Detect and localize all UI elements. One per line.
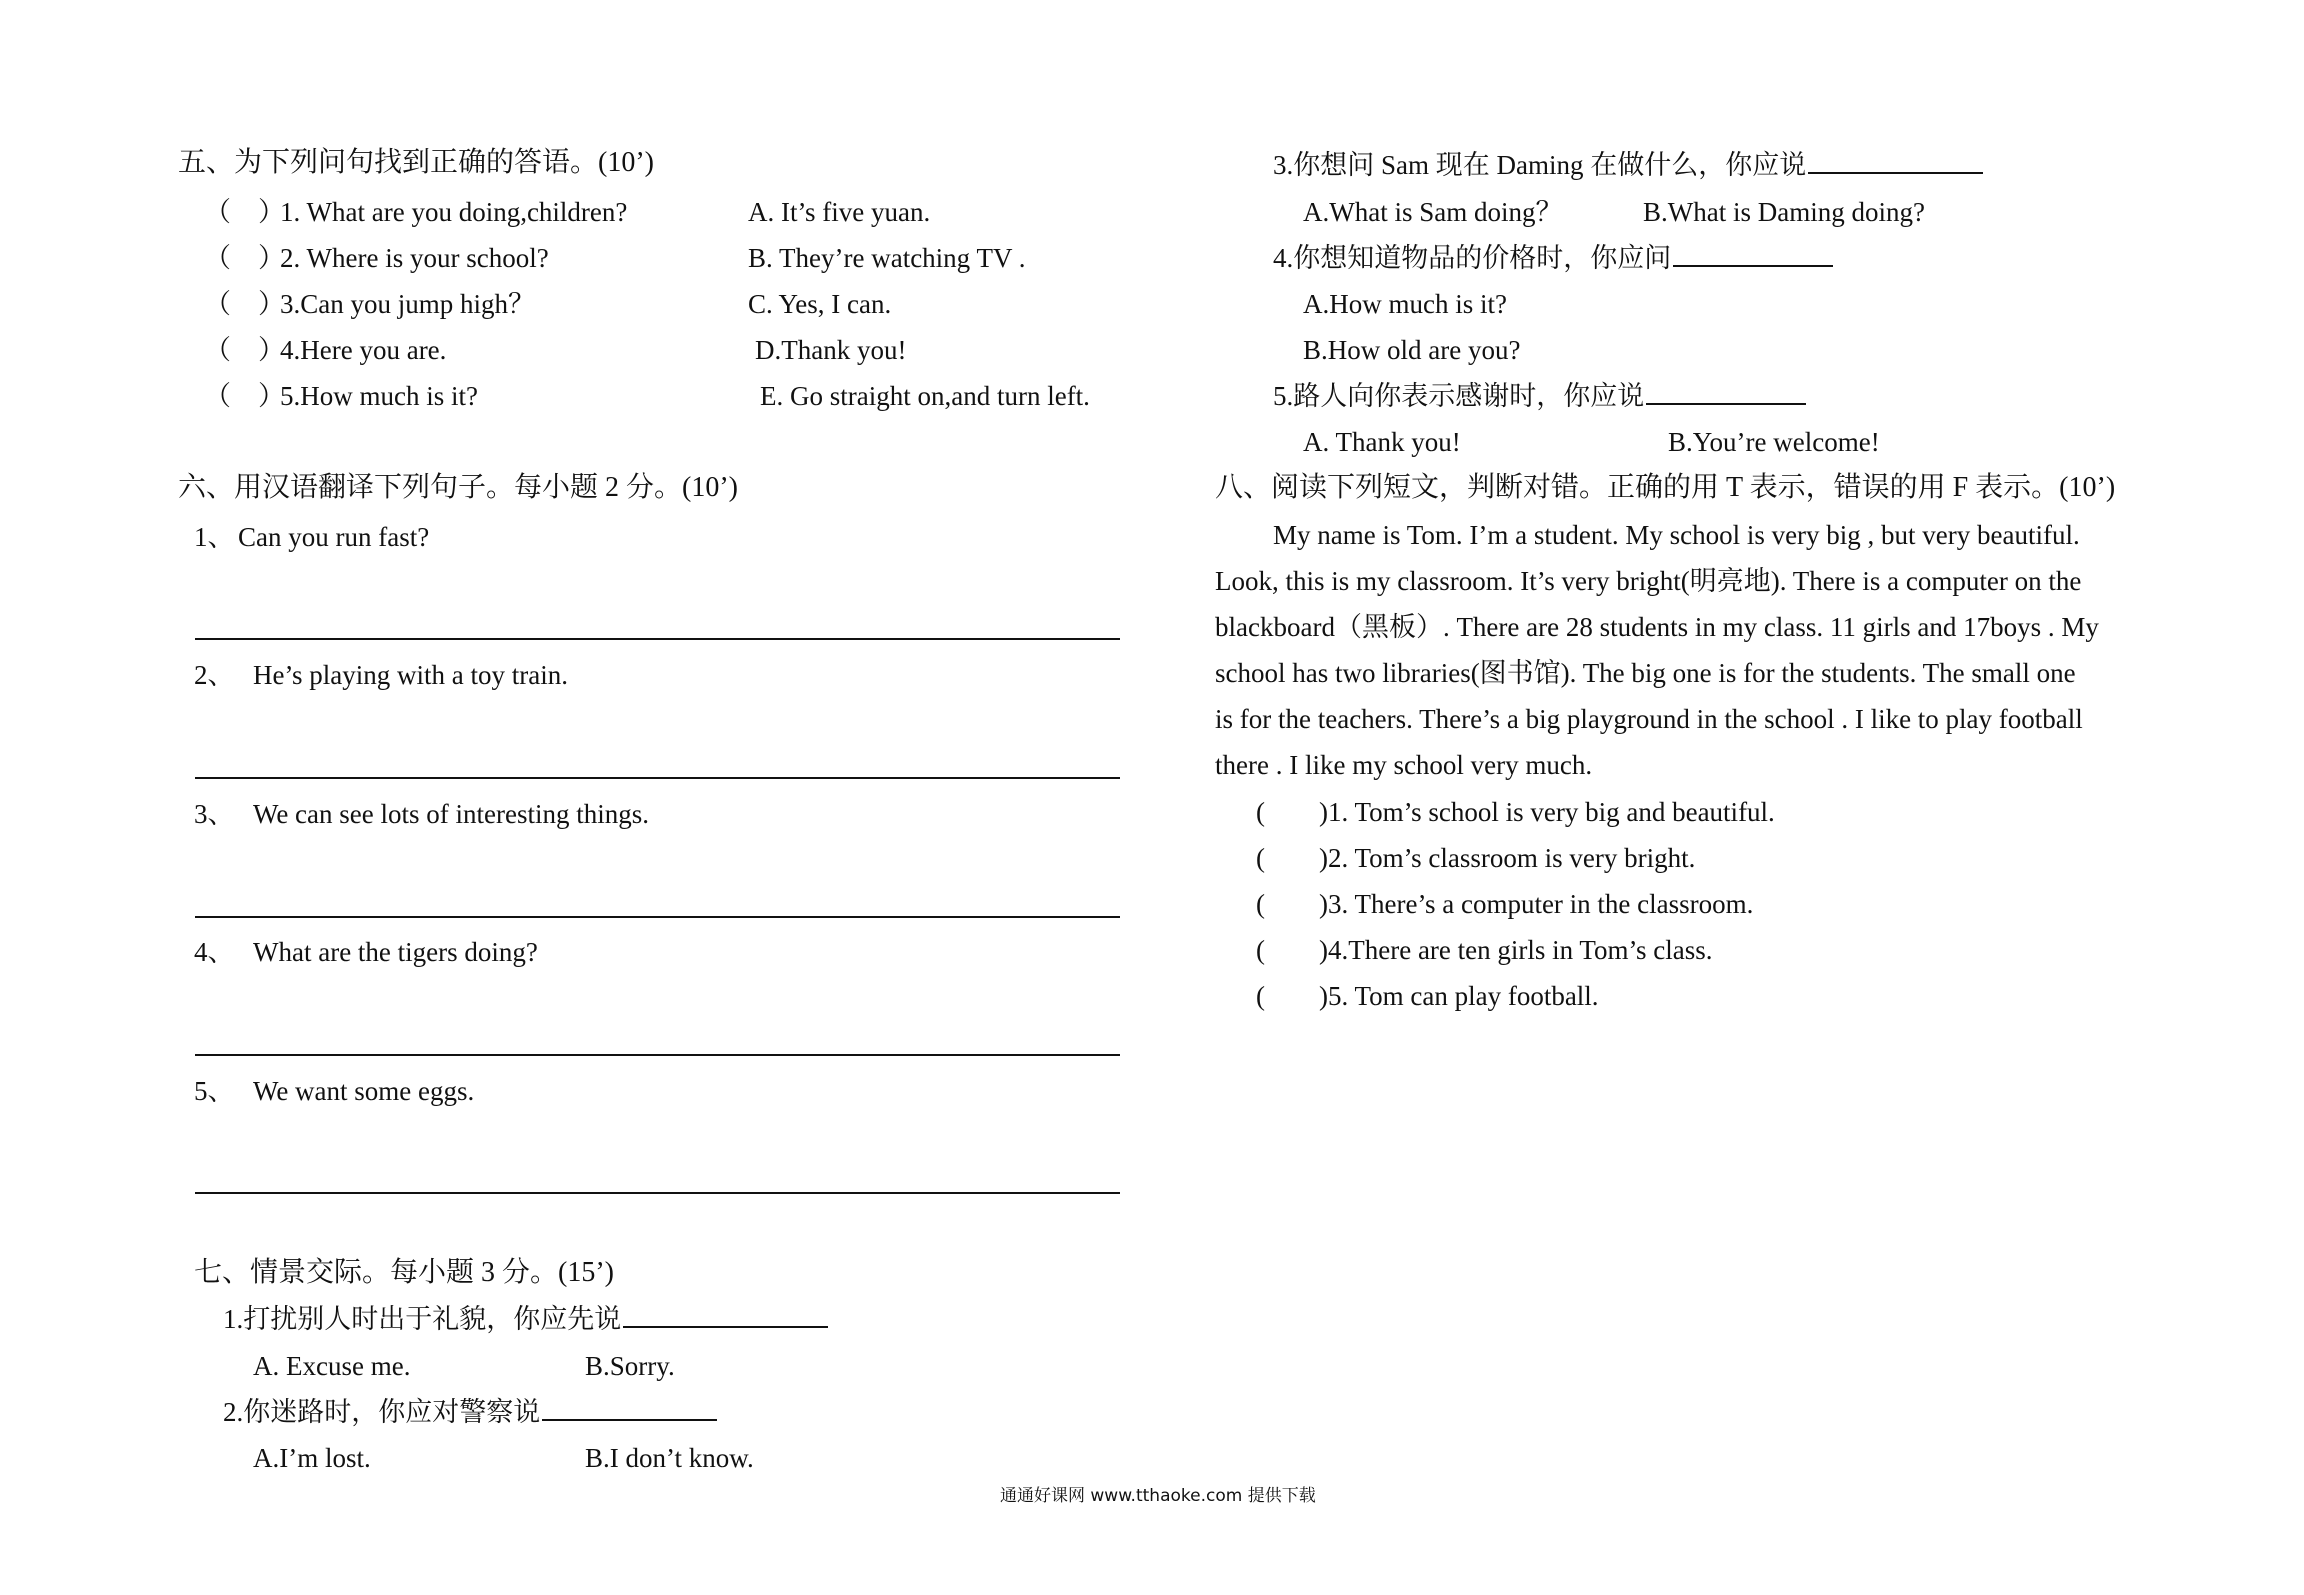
section8-title: 八、阅读下列短文，判断对错。正确的用 T 表示，错误的用 F 表示。(10’) [1215,472,2116,503]
section8-statement-5: 5. Tom can play football. [1328,981,1599,1011]
section7-q2-option-b: B.I don’t know. [585,1443,754,1473]
section5-question-5: 5.How much is it? [280,381,478,411]
section6-sentence-3: We can see lots of interesting things. [253,799,649,829]
passage-line-1: My name is Tom. I’m a student. My school is very big , but very beautiful. [1273,520,2080,550]
section5-question-2: 2. Where is your school? [280,243,549,273]
section7-q1-option-a: A. Excuse me. [253,1351,411,1381]
footer-credit: 通通好课网 www.tthaoke.com 提供下载 [1000,1486,1316,1506]
section7-q3-option-b: B.What is Daming doing? [1643,197,1925,227]
section6-num-2: 2、 [194,660,235,690]
section8-paren-1[interactable]: ( ) [1256,797,1328,827]
passage-line-2: Look, this is my classroom. It’s very bright(明亮地). There is a computer on the [1215,566,2082,596]
section6-sentence-4: What are the tigers doing? [253,937,538,967]
answer-line-4[interactable] [195,1054,1120,1056]
section8-passage [1215,512,2175,788]
section5-paren-3[interactable]: （ ） [204,289,285,319]
section7-q1 [223,1302,828,1336]
answer-line-3[interactable] [195,916,1120,918]
section7-q4-text: 4.你想知道物品的价格时，你应问 [1273,243,1672,273]
section6-num-4: 4、 [194,937,235,967]
section8-paren-5[interactable]: ( ) [1256,981,1328,1011]
section5-paren-4[interactable]: （ ） [204,335,285,365]
section7-q5-text: 5.路人向你表示感谢时，你应说 [1273,381,1645,411]
section6-sentence-1: Can you run fast? [238,522,430,552]
answer-line-1[interactable] [195,638,1120,640]
section7-q4-blank[interactable] [1673,241,1833,267]
section8-statement-2: 2. Tom’s classroom is very bright. [1328,843,1696,873]
section7-q3-text: 3.你想问 Sam 现在 Daming 在做什么，你应说 [1273,150,1807,180]
section7-q5-blank[interactable] [1646,379,1806,405]
section7-q4 [1273,241,1833,275]
section5-answer-a: A. It’s five yuan. [748,197,931,227]
section8-statement-1: 1. Tom’s school is very big and beautiful. [1328,797,1775,827]
passage-line-6: there . I like my school very much. [1215,750,1593,780]
passage-line-5: is for the teachers. There’s a big playground in the school . I like to play football [1215,704,2083,734]
section8-paren-2[interactable]: ( ) [1256,843,1328,873]
section7-q3-blank[interactable] [1808,148,1983,174]
section6-title: 六、用汉语翻译下列句子。每小题 2 分。(10’) [178,472,738,503]
section8-paren-3[interactable]: ( ) [1256,889,1328,919]
section8-statement-3: 3. There’s a computer in the classroom. [1328,889,1754,919]
section7-q5-option-a: A. Thank you! [1303,427,1461,457]
section7-title: 七、情景交际。每小题 3 分。(15’) [194,1257,614,1288]
section8-paren-4[interactable]: ( ) [1256,935,1328,965]
section6-sentence-5: We want some eggs. [253,1076,475,1106]
passage-line-3: blackboard（黑板）. There are 28 students in my class. 11 girls and 17boys . My [1215,612,2099,642]
section6-num-5: 5、 [194,1076,235,1106]
section7-q4-option-a: A.How much is it? [1303,289,1507,319]
section5-answer-e: E. Go straight on,and turn left. [760,381,1090,411]
section5-answer-d: D.Thank you! [755,335,907,365]
section5-question-1: 1. What are you doing,children? [280,197,628,227]
section7-q1-option-b: B.Sorry. [585,1351,675,1381]
section8-statement-4: 4.There are ten girls in Tom’s class. [1328,935,1713,965]
section6-num-1: 1、 [194,522,235,552]
section7-q1-blank[interactable] [623,1302,828,1328]
section7-q2-blank[interactable] [542,1395,717,1421]
section7-q2-text: 2.你迷路时，你应对警察说 [223,1397,541,1427]
section5-paren-5[interactable]: （ ） [204,381,285,411]
section7-q3-option-a: A.What is Sam doing？ [1303,197,1563,227]
section7-q5-option-b: B.You’re welcome! [1668,427,1880,457]
section6-num-3: 3、 [194,799,235,829]
section5-paren-2[interactable]: （ ） [204,243,285,273]
section7-q1-text: 1.打扰别人时出于礼貌，你应先说 [223,1304,622,1334]
section7-q3 [1273,148,1983,182]
section5-question-3: 3.Can you jump high？ [280,289,535,319]
section7-q4-option-b: B.How old are you? [1303,335,1521,365]
section6-sentence-2: He’s playing with a toy train. [253,660,568,690]
section7-q2-option-a: A.I’m lost. [253,1443,371,1473]
section7-q2 [223,1395,717,1429]
section5-paren-1[interactable]: （ ） [204,197,285,227]
answer-line-2[interactable] [195,777,1120,779]
section5-answer-b: B. They’re watching TV . [748,243,1026,273]
section5-title: 五、为下列问句找到正确的答语。(10’) [178,147,654,178]
answer-line-5[interactable] [195,1192,1120,1194]
section5-answer-c: C. Yes, I can. [748,289,892,319]
passage-line-4: school has two libraries(图书馆). The big one is for the students. The small one [1215,658,2076,688]
section5-question-4: 4.Here you are. [280,335,447,365]
section7-q5 [1273,379,1806,413]
